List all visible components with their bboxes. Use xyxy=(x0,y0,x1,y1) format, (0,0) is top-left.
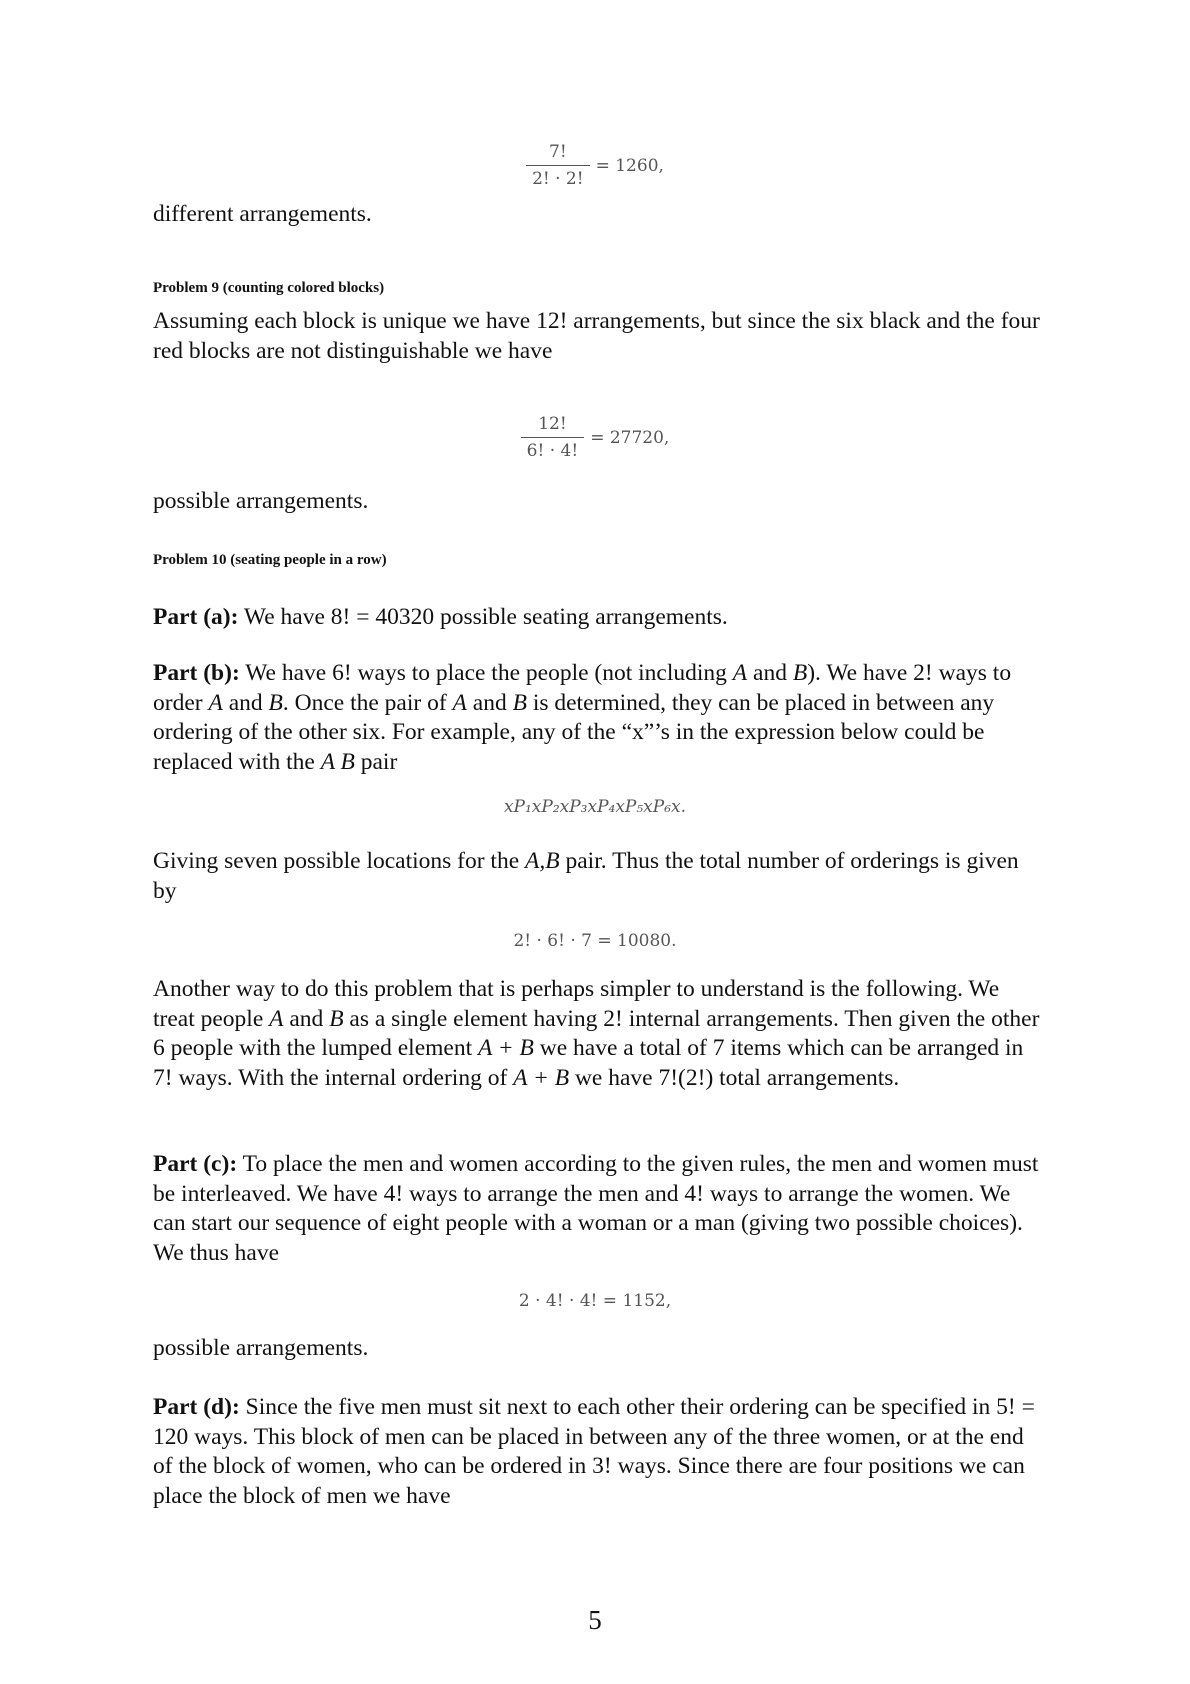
equation-arrangements-12 xyxy=(0,414,1190,461)
text-run: we have a total of 7 items which can be arranged in 7! ways. With the internal ordering of xyxy=(153,1035,1024,1091)
text-run: and xyxy=(747,660,793,686)
problem-10-heading: Problem 10 (seating people in a row) xyxy=(153,552,387,568)
fraction-numerator: 7! xyxy=(526,142,590,166)
variable-a: A xyxy=(208,689,223,716)
text-run: Another way to do this problem that is perhaps simpler to understand is the following. We treat people xyxy=(153,976,1000,1032)
text-run: We have 6! ways to place the people (not including xyxy=(239,660,733,686)
text-run: pair. Thus the total number of orderings is given by xyxy=(153,848,1019,904)
problem-9-conclusion: possible arrangements. xyxy=(153,488,369,514)
fraction-denominator: 6! · 4! xyxy=(526,441,579,461)
equation-result: = 1260, xyxy=(595,155,664,176)
text-run: as a single element having 2! internal arrangements. Then given the other 6 people with the lumped element xyxy=(153,1005,1040,1061)
problem-9-paragraph: Assuming each block is unique we have 12! arrangements, but since the six black and the four red blocks are not distinguishable we have xyxy=(153,308,1040,364)
equation-result: = 27720, xyxy=(590,427,670,448)
part-c-paragraph xyxy=(153,1150,1043,1268)
equation-arrangements-7 xyxy=(0,142,1190,189)
text-run: ). We have 2! ways to order xyxy=(153,660,1012,716)
variable-a: A xyxy=(452,689,467,716)
text-run: Giving seven possible locations for the xyxy=(153,848,526,874)
text-run: is determined, they can be placed in between any ordering of the other six. For example, any of the “x”’s in the expression below could be replaced with the xyxy=(153,689,995,775)
variable-b: B xyxy=(512,689,527,716)
part-d-paragraph xyxy=(153,1393,1043,1511)
part-a-label: Part (a): xyxy=(153,604,239,630)
part-d-label: Part (d): xyxy=(153,1394,240,1420)
variable-a: A xyxy=(269,1005,284,1032)
part-d-text: Since the five men must sit next to each other their ordering can be specified in 5! = 120 ways. This block of men can be placed in between any of the three women, or at the end of the block of women, who can be ordered in 3! ways. Since there are four positions we can place the block of men we have xyxy=(153,1394,1035,1509)
variable-ab: A B xyxy=(320,748,355,775)
equation-x-positions: xP₁xP₂xP₃xP₄xP₅xP₆x. xyxy=(503,797,687,817)
variable-b: B xyxy=(268,689,283,716)
text-run: . Once the pair of xyxy=(282,689,453,716)
part-b-paragraph xyxy=(153,659,1043,777)
equation-total-orderings: 2! · 6! · 7 = 10080. xyxy=(513,931,677,951)
part-c-label: Part (c): xyxy=(153,1151,238,1177)
paragraph-different: different arrangements. xyxy=(153,201,372,227)
fraction xyxy=(521,414,585,461)
text-run: and xyxy=(222,689,269,716)
fraction-denominator: 2! · 2! xyxy=(532,169,584,189)
variable-b: B xyxy=(329,1005,344,1032)
equation-interleaved: 2 · 4! · 4! = 1152, xyxy=(518,1291,672,1311)
text-run: pair xyxy=(354,748,398,775)
part-a-text: We have 8! = 40320 possible seating arrangements. xyxy=(238,604,728,630)
text-run: and xyxy=(283,1005,330,1032)
text-run: and xyxy=(466,689,513,716)
variable-b: B xyxy=(792,660,808,686)
fraction-numerator: 12! xyxy=(521,414,585,438)
part-c-text: To place the men and women according to the given rules, the men and women must be interleaved. We have 4! ways to arrange the men and 4! ways to arrange the women. We can start our sequence of eight people with a woman or a man (giving two possible choices). We thus have xyxy=(153,1151,1039,1266)
page-number: 5 xyxy=(588,1605,602,1635)
problem-9-heading: Problem 9 (counting colored blocks) xyxy=(153,280,385,296)
part-a-paragraph xyxy=(153,603,1043,633)
variable-a-plus-b: A + B xyxy=(478,1035,534,1061)
fraction xyxy=(526,142,590,189)
part-c-conclusion: possible arrangements. xyxy=(153,1335,369,1361)
part-b-label: Part (b): xyxy=(153,660,240,686)
another-way-paragraph xyxy=(153,975,1043,1093)
variable-ab: A,B xyxy=(525,848,560,874)
giving-paragraph xyxy=(153,847,1043,906)
variable-a-plus-b: A + B xyxy=(513,1064,570,1091)
text-run: we have 7!(2!) total arrangements. xyxy=(569,1064,900,1091)
variable-a: A xyxy=(732,660,748,686)
